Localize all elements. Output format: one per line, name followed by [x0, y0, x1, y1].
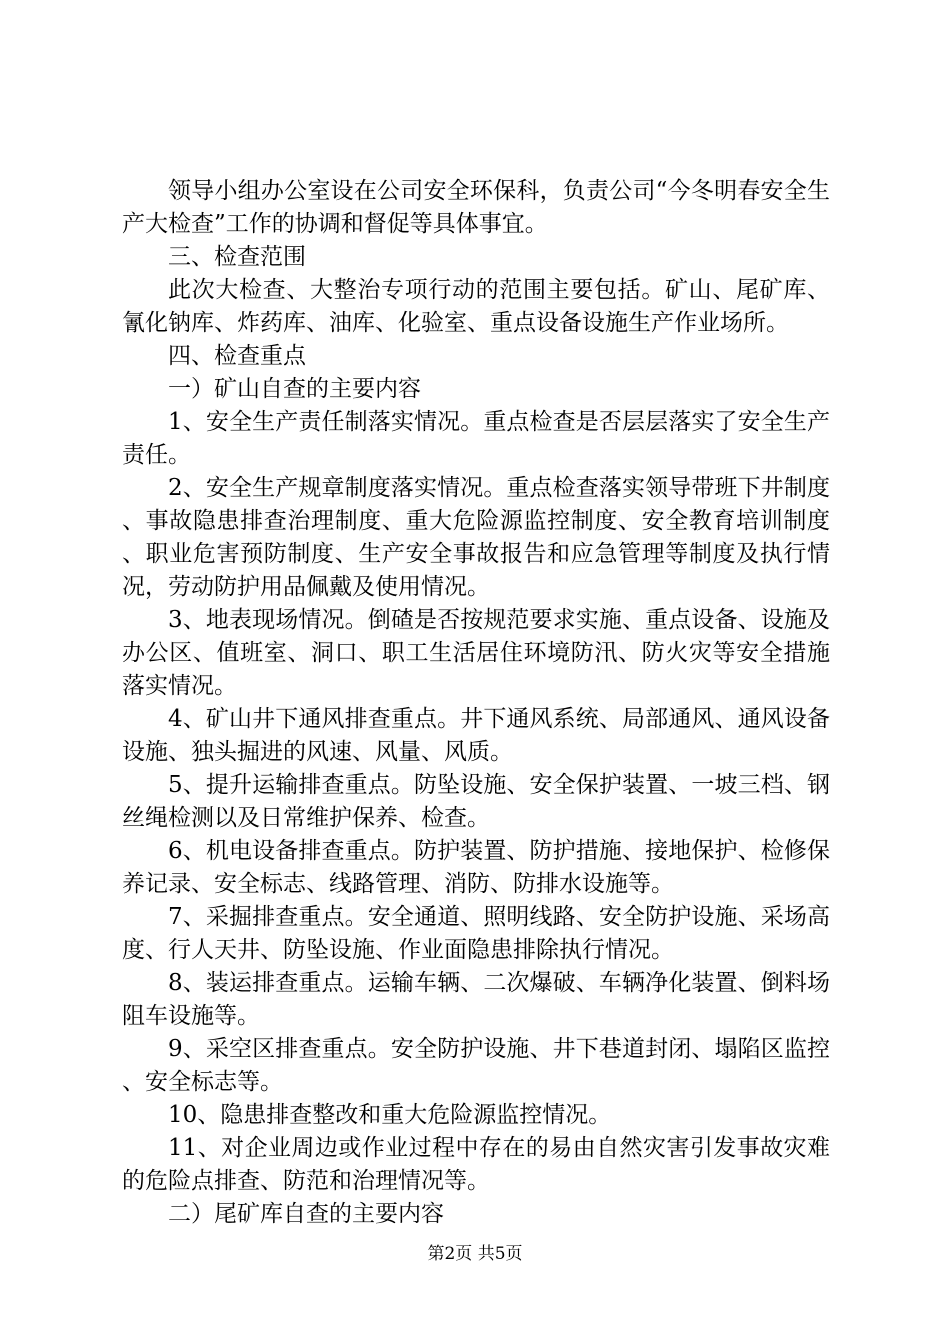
list-item-6: 6、机电设备排查重点。防护装置、防护措施、接地保护、检修保养记录、安全标志、线路管理、消防、防排水设施等。 [122, 838, 830, 897]
list-item-8: 8、装运排查重点。运输车辆、二次爆破、车辆净化装置、倒料场阻车设施等。 [122, 970, 830, 1029]
paragraph-scope: 此次大检查、大整治专项行动的范围主要包括。矿山、尾矿库、氰化钠库、炸药库、油库、化验室、重点设备设施生产作业场所。 [122, 277, 830, 336]
document-body [122, 175, 830, 1231]
page-number: 第2页 共5页 [427, 1244, 523, 1264]
list-item-10: 10、隐患排查整改和重大危险源监控情况。 [168, 1102, 612, 1128]
list-item-5: 5、提升运输排查重点。防坠设施、安全保护装置、一坡三档、钢丝绳检测以及日常维护保养、检查。 [122, 772, 830, 831]
subheading-tailings: 二）尾矿库自查的主要内容 [168, 1201, 444, 1227]
list-item-2: 2、安全生产规章制度落实情况。重点检查落实领导带班下井制度、事故隐患排查治理制度、重大危险源监控制度、安全教育培训制度、职业危害预防制度、生产安全事故报告和应急管理等制度及执行情况，劳动防护用品佩戴及使用情况。 [122, 475, 830, 600]
subheading-mine: 一）矿山自查的主要内容 [168, 376, 421, 402]
list-item-4: 4、矿山井下通风排查重点。井下通风系统、局部通风、通风设备设施、独头掘进的风速、风量、风质。 [122, 706, 830, 765]
list-item-11: 11、对企业周边或作业过程中存在的易由自然灾害引发事故灾难的危险点排查、防范和治理情况等。 [122, 1135, 830, 1194]
list-item-1: 1、安全生产责任制落实情况。重点检查是否层层落实了安全生产责任。 [122, 409, 830, 468]
paragraph-office: 领导小组办公室设在公司安全环保科，负责公司“今冬明春安全生产大检查”工作的协调和督促等具体事宜。 [122, 178, 830, 237]
heading-scope: 三、检查范围 [168, 244, 306, 270]
heading-focus: 四、检查重点 [168, 343, 306, 369]
list-item-7: 7、采掘排查重点。安全通道、照明线路、安全防护设施、采场高度、行人天井、防坠设施、作业面隐患排除执行情况。 [122, 904, 830, 963]
list-item-3: 3、地表现场情况。倒碴是否按规范要求实施、重点设备、设施及办公区、值班室、洞口、职工生活居住环境防汛、防火灾等安全措施落实情况。 [122, 607, 830, 699]
list-item-9: 9、采空区排查重点。安全防护设施、井下巷道封闭、塌陷区监控、安全标志等。 [122, 1036, 830, 1095]
